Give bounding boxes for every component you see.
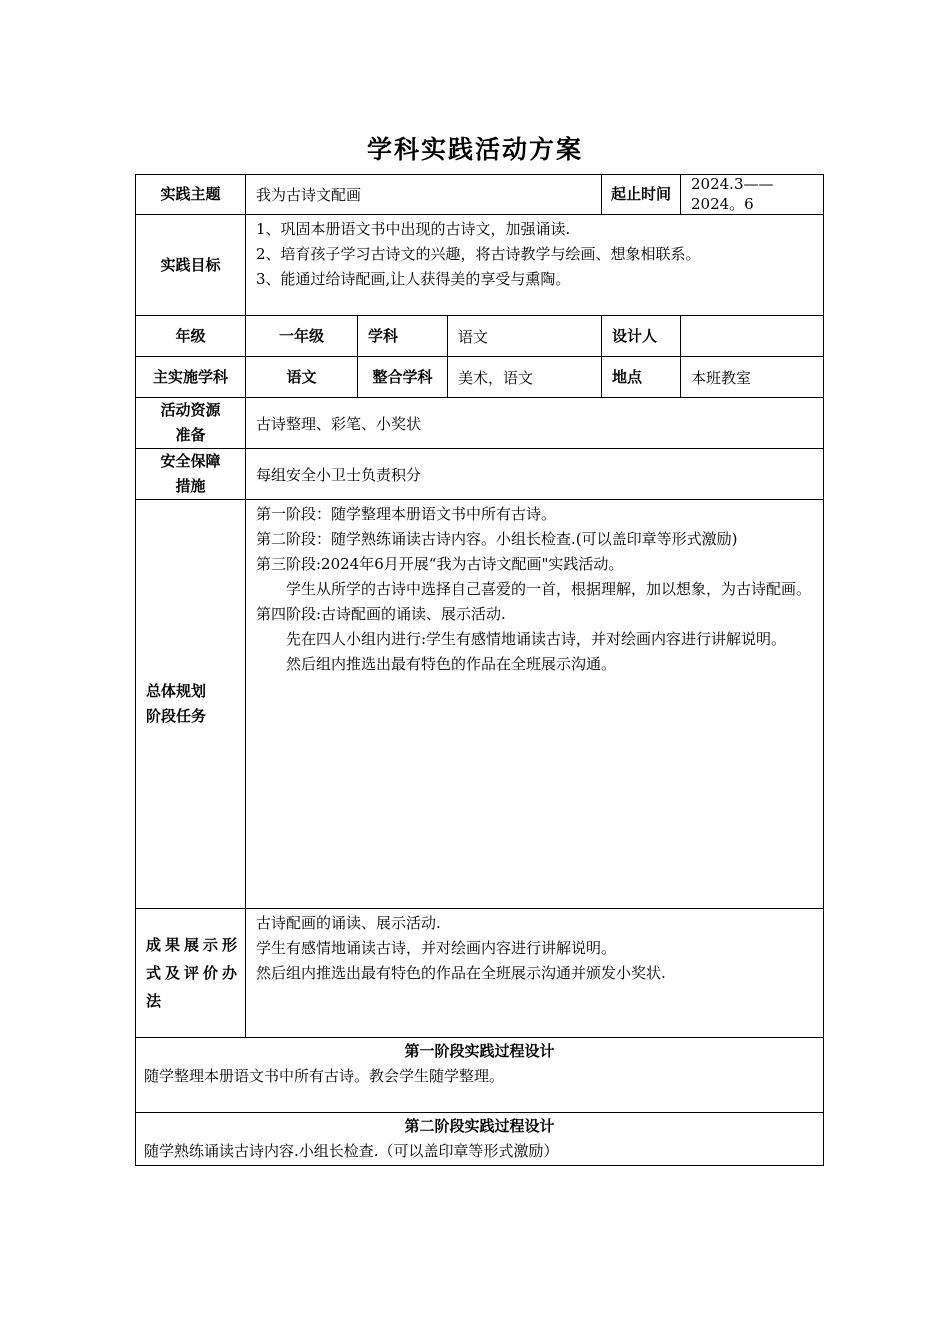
safety-row (136, 449, 824, 500)
integrated-subject-label: 整合学科 (358, 357, 448, 398)
stage1-row (136, 1038, 824, 1113)
goal-item: 2、培育孩子学习古诗文的兴趣，将古诗教学与绘画、想象相联系。 (256, 245, 701, 263)
plan-line: 第三阶段:2024年6月开展“我为古诗文配画"实践活动。 (256, 555, 624, 573)
subject-value: 语文 (448, 316, 602, 357)
period-value: 2024.3——2024。6 (681, 175, 824, 215)
plan-label: 总体规划 阶段任务 (136, 500, 246, 909)
plan-row (136, 500, 824, 909)
plan-line: 学生从所学的古诗中选择自己喜爱的一首，根据理解，加以想象，为古诗配画。 (286, 580, 812, 598)
results-label: 成果展示形 式及评价办 法 (136, 909, 246, 1038)
period-label: 起止时间 (602, 175, 681, 215)
grade-label: 年级 (136, 316, 246, 357)
results-content (246, 909, 824, 1038)
stage1-section (136, 1038, 824, 1113)
plan-line: 先在四人小组内进行:学生有感情地诵读古诗，并对绘画内容进行讲解说明。 (286, 630, 787, 648)
plan-line: 第一阶段：随学整理本册语文书中所有古诗。 (256, 505, 557, 523)
resources-label: 活动资源 准备 (136, 398, 246, 449)
goals-row (136, 215, 824, 316)
designer-label: 设计人 (602, 316, 681, 357)
subject-label: 学科 (358, 316, 448, 357)
grade-row (136, 316, 824, 357)
theme-value: 我为古诗文配画 (246, 175, 602, 215)
goal-item: 3、能通过给诗配画,让人获得美的享受与熏陶。 (256, 270, 571, 288)
resources-row (136, 398, 824, 449)
main-subject-label: 主实施学科 (136, 357, 246, 398)
resources-value: 古诗整理、彩笔、小奖状 (246, 398, 824, 449)
stage1-body: 随学整理本册语文书中所有古诗。教会学生随学整理。 (144, 1067, 505, 1085)
plan-line: 第四阶段:古诗配画的诵读、展示活动. (256, 605, 506, 623)
result-line: 然后组内推选出最有特色的作品在全班展示沟通并颁发小奖状. (256, 964, 666, 982)
goals-content (246, 215, 824, 316)
activity-plan-table (135, 174, 824, 1166)
stage2-section (136, 1113, 824, 1166)
main-subject-value: 语文 (246, 357, 358, 398)
stage2-row (136, 1113, 824, 1166)
stage1-heading: 第一阶段实践过程设计 (404, 1042, 555, 1060)
stage2-body: 随学熟练诵读古诗内容.小组长检查.（可以盖印章等形式激励） (144, 1142, 559, 1160)
location-value: 本班教室 (681, 357, 824, 398)
goal-item: 1、巩固本册语文书中出现的古诗文，加强诵读. (256, 220, 571, 238)
grade-value: 一年级 (246, 316, 358, 357)
result-line: 学生有感情地诵读古诗，并对绘画内容进行讲解说明。 (256, 939, 617, 957)
theme-label: 实践主题 (136, 175, 246, 215)
designer-value (681, 316, 824, 357)
page-title: 学科实践活动方案 (366, 135, 583, 164)
plan-content (246, 500, 824, 909)
location-label: 地点 (602, 357, 681, 398)
results-row (136, 909, 824, 1038)
plan-line: 第二阶段：随学熟练诵读古诗内容。小组长检查.(可以盖印章等形式激励) (256, 530, 738, 548)
safety-label: 安全保障 措施 (136, 449, 246, 500)
plan-line: 然后组内推选出最有特色的作品在全班展示沟通。 (286, 655, 617, 673)
safety-value: 每组安全小卫士负责积分 (246, 449, 824, 500)
main-subject-row (136, 357, 824, 398)
goals-label: 实践目标 (136, 215, 246, 316)
stage2-heading: 第二阶段实践过程设计 (404, 1117, 555, 1135)
result-line: 古诗配画的诵读、展示活动. (256, 914, 441, 932)
theme-row (136, 175, 824, 215)
integrated-subject-value: 美术，语文 (448, 357, 602, 398)
